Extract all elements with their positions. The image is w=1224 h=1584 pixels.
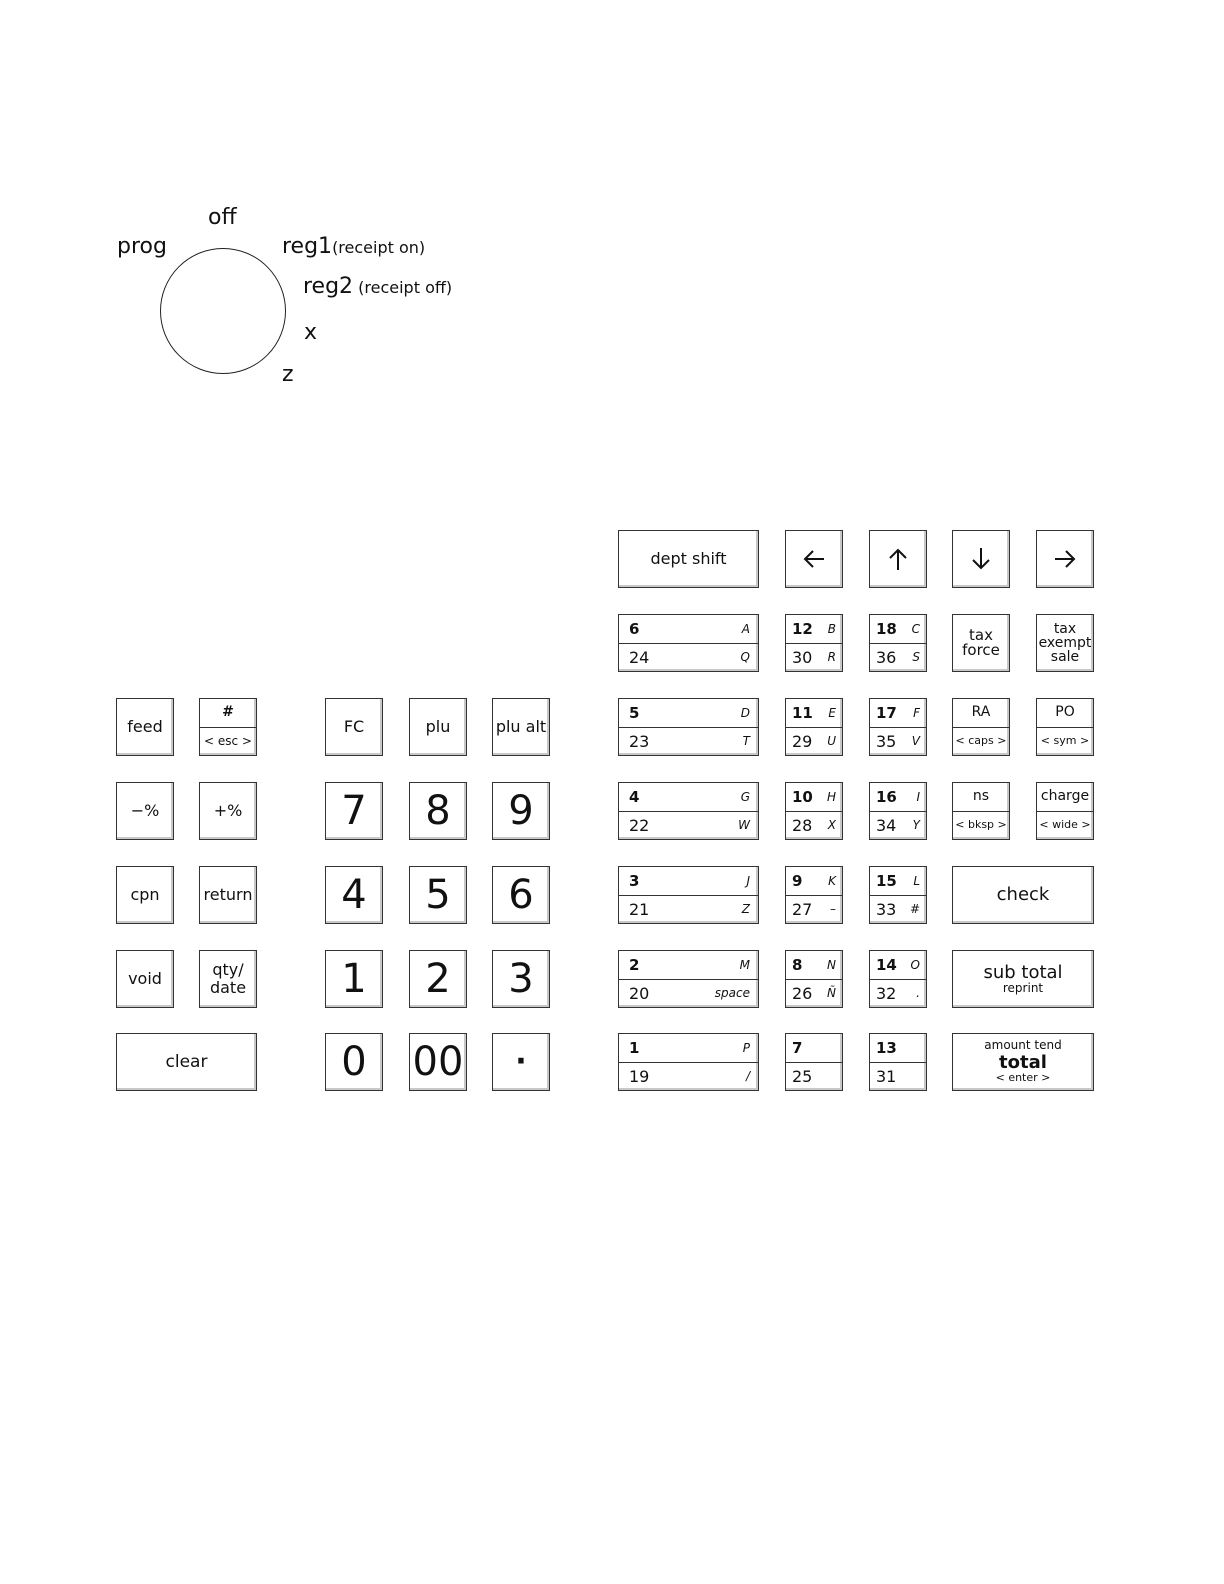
arrow-up-icon [884, 545, 912, 573]
decimal-point-key[interactable] [492, 1033, 550, 1091]
dept-top-number: 12 [792, 619, 813, 638]
dept-top-number: 6 [629, 619, 640, 638]
return-key[interactable] [199, 866, 257, 924]
tax-exempt-label-1: tax [1053, 621, 1077, 637]
dial-label-x: x [304, 320, 318, 345]
double-zero-key[interactable] [409, 1033, 467, 1091]
bksp-label: < bksp > [955, 818, 1007, 832]
dept-bottom-letter: space [714, 986, 750, 1001]
dept-bottom-letter: Q [740, 650, 750, 665]
dept-bottom-letter: T [742, 734, 750, 749]
void-label: void [128, 969, 162, 989]
feed-key-label: feed [127, 717, 163, 737]
dept-top-number: 13 [876, 1038, 897, 1057]
dept-bottom-number: 20 [629, 983, 650, 1003]
ra-caps-key[interactable] [952, 698, 1010, 756]
dept-bottom-number: 28 [792, 815, 813, 835]
dept-bottom-letter: U [827, 734, 836, 749]
qty-label: qty/ [212, 960, 244, 980]
dept-bottom-letter: – [830, 902, 836, 917]
dept-key-10-28[interactable] [785, 782, 843, 840]
dept-bottom-number: 24 [629, 647, 650, 667]
dept-top-number: 2 [629, 955, 640, 974]
dial-label-off: off [208, 205, 237, 230]
digit-2-key[interactable] [409, 950, 467, 1008]
dept-top-number: 7 [792, 1038, 803, 1057]
dept-top-letter: C [911, 621, 920, 636]
caps-label: < caps > [955, 734, 1007, 748]
charge-wide-key[interactable] [1036, 782, 1094, 840]
dept-key-8-26[interactable] [785, 950, 843, 1008]
fc-key[interactable] [325, 698, 383, 756]
digit-7-label: 7 [341, 788, 367, 834]
arrow-left-icon [800, 545, 828, 573]
digit-8-label: 8 [425, 788, 451, 834]
minus-percent-label: −% [130, 801, 160, 821]
dept-bottom-letter: / [745, 1069, 750, 1084]
dial-label-reg2: reg2 (receipt off) [303, 274, 453, 299]
double-zero-label: 00 [412, 1039, 464, 1085]
dept-bottom-letter: W [738, 818, 750, 833]
dept-top-letter: K [828, 873, 836, 888]
dept-bottom-number: 34 [876, 815, 897, 835]
tax-exempt-sale-key[interactable] [1036, 614, 1094, 672]
dept-key-9-27[interactable] [785, 866, 843, 924]
clear-key[interactable] [116, 1033, 257, 1091]
plus-percent-label: +% [213, 801, 243, 821]
dept-key-12-30[interactable] [785, 614, 843, 672]
wide-label: < wide > [1039, 818, 1091, 832]
dept-top-letter: M [739, 957, 750, 972]
clear-label: clear [165, 1051, 208, 1072]
dept-bottom-number: 35 [876, 731, 897, 751]
plu-alt-key[interactable] [492, 698, 550, 756]
dept-bottom-number: 26 [792, 983, 813, 1003]
arrow-down-icon [967, 545, 995, 573]
digit-5-key[interactable] [409, 866, 467, 924]
digit-6-key[interactable] [492, 866, 550, 924]
arrow-left-key[interactable] [785, 530, 843, 588]
hash-esc-key[interactable] [199, 698, 257, 756]
dept-top-number: 17 [876, 703, 897, 722]
fc-label: FC [343, 717, 365, 737]
dept-key-13-31[interactable] [869, 1033, 927, 1091]
dept-bottom-letter: Y [912, 818, 920, 833]
dept-bottom-number: 22 [629, 815, 650, 835]
esc-key-label: < esc > [204, 733, 252, 748]
dept-key-4-22[interactable] [618, 782, 759, 840]
dept-bottom-letter: . [916, 986, 920, 1001]
total-label: total [999, 1051, 1047, 1073]
dept-bottom-number: 29 [792, 731, 813, 751]
dept-shift-key[interactable] [618, 530, 759, 588]
dept-top-number: 15 [876, 871, 897, 890]
dept-top-letter: L [913, 873, 920, 888]
dept-bottom-number: 27 [792, 899, 813, 919]
dept-bottom-letter: Ñ [827, 986, 836, 1001]
dept-key-17-35[interactable] [869, 698, 927, 756]
dept-top-letter: D [740, 705, 750, 720]
dept-top-number: 18 [876, 619, 897, 638]
dept-key-15-33[interactable] [869, 866, 927, 924]
dept-top-number: 4 [629, 787, 640, 806]
digit-1-label: 1 [341, 956, 367, 1002]
tax-force-key[interactable] [952, 614, 1010, 672]
tax-exempt-label-2: exempt [1038, 635, 1092, 651]
arrow-up-key[interactable] [869, 530, 927, 588]
dept-top-letter: B [827, 621, 836, 636]
dept-top-number: 9 [792, 871, 803, 890]
dept-bottom-letter: X [827, 818, 836, 833]
dept-top-number: 11 [792, 703, 813, 722]
decimal-point-label: · [515, 1044, 527, 1079]
digit-7-key[interactable] [325, 782, 383, 840]
dept-top-number: 10 [792, 787, 813, 806]
digit-5-label: 5 [425, 872, 451, 918]
digit-1-key[interactable] [325, 950, 383, 1008]
dial-label-z: z [282, 362, 294, 387]
dept-bottom-number: 19 [629, 1066, 650, 1086]
enter-label: < enter > [995, 1071, 1051, 1085]
digit-0-key[interactable] [325, 1033, 383, 1091]
check-label: check [996, 884, 1050, 906]
dial-label-reg1: reg1(receipt on) [282, 234, 426, 259]
dept-bottom-letter: V [911, 734, 920, 749]
return-label: return [203, 885, 253, 905]
tax-exempt-label-3: sale [1050, 649, 1080, 665]
dept-bottom-number: 30 [792, 647, 813, 667]
dept-top-letter: G [740, 789, 750, 804]
digit-0-label: 0 [341, 1039, 367, 1085]
digit-2-label: 2 [425, 956, 451, 1002]
mode-dial[interactable] [160, 248, 286, 374]
dept-top-number: 3 [629, 871, 640, 890]
dept-bottom-number: 25 [792, 1066, 813, 1086]
ns-bksp-key[interactable] [952, 782, 1010, 840]
qty-date-key[interactable] [199, 950, 257, 1008]
dept-bottom-number: 33 [876, 899, 897, 919]
digit-8-key[interactable] [409, 782, 467, 840]
plus-percent-key[interactable] [199, 782, 257, 840]
dept-key-3-21[interactable] [618, 866, 759, 924]
ra-label: RA [971, 704, 991, 721]
dept-bottom-number: 23 [629, 731, 650, 751]
dept-top-letter: F [913, 705, 920, 720]
charge-label: charge [1040, 788, 1090, 805]
dept-top-number: 1 [629, 1038, 640, 1057]
plu-alt-label: plu alt [495, 717, 547, 737]
dept-top-number: 16 [876, 787, 897, 806]
total-key[interactable] [952, 1033, 1094, 1091]
tax-force-label-2: force [962, 641, 1000, 659]
po-sym-key[interactable] [1036, 698, 1094, 756]
reprint-label: reprint [1002, 981, 1044, 996]
dept-key-16-34[interactable] [869, 782, 927, 840]
dept-key-18-36[interactable] [869, 614, 927, 672]
dept-top-letter: N [827, 957, 836, 972]
dept-bottom-number: 36 [876, 647, 897, 667]
dept-shift-label: dept shift [650, 549, 727, 569]
amount-tend-label: amount tend [984, 1038, 1062, 1053]
ns-label: ns [972, 788, 990, 805]
dept-bottom-letter: # [909, 902, 920, 917]
tax-force-label-1: tax [969, 626, 993, 644]
minus-percent-key[interactable] [116, 782, 174, 840]
digit-4-label: 4 [341, 872, 367, 918]
dept-bottom-number: 21 [629, 899, 650, 919]
dept-key-7-25[interactable] [785, 1033, 843, 1091]
dept-top-letter: I [916, 789, 920, 804]
digit-9-key[interactable] [492, 782, 550, 840]
dept-key-11-29[interactable] [785, 698, 843, 756]
dept-top-letter: P [742, 1040, 750, 1055]
dial-label-prog: prog [117, 234, 167, 259]
date-label: date [209, 978, 247, 997]
dept-top-letter: E [828, 705, 836, 720]
arrow-down-key[interactable] [952, 530, 1010, 588]
dept-key-14-32[interactable] [869, 950, 927, 1008]
po-label: PO [1055, 704, 1075, 721]
check-key[interactable] [952, 866, 1094, 924]
dept-top-number: 8 [792, 955, 803, 974]
digit-3-key[interactable] [492, 950, 550, 1008]
dept-key-5-23[interactable] [618, 698, 759, 756]
digit-4-key[interactable] [325, 866, 383, 924]
dept-bottom-letter: S [912, 650, 920, 665]
plu-label: plu [425, 717, 451, 737]
digit-6-label: 6 [508, 872, 534, 918]
dept-bottom-letter: R [827, 650, 836, 665]
dept-top-letter: A [741, 621, 750, 636]
dept-top-letter: J [746, 873, 750, 888]
sub-total-label: sub total [983, 961, 1063, 983]
hash-key-label: # [222, 704, 234, 721]
plu-key[interactable] [409, 698, 467, 756]
dept-bottom-number: 32 [876, 983, 897, 1003]
digit-3-label: 3 [508, 956, 534, 1002]
void-key[interactable] [116, 950, 174, 1008]
dept-key-2-20[interactable] [618, 950, 759, 1008]
cpn-key[interactable] [116, 866, 174, 924]
dept-top-number: 5 [629, 703, 640, 722]
feed-key[interactable] [116, 698, 174, 756]
dept-top-letter: O [910, 957, 920, 972]
dept-key-6-24[interactable] [618, 614, 759, 672]
arrow-right-key[interactable] [1036, 530, 1094, 588]
sub-total-key[interactable] [952, 950, 1094, 1008]
dept-top-letter: H [826, 789, 836, 804]
sym-label: < sym > [1040, 734, 1090, 748]
cpn-label: cpn [130, 885, 160, 905]
arrow-right-icon [1051, 545, 1079, 573]
dept-key-1-19[interactable] [618, 1033, 759, 1091]
dept-top-number: 14 [876, 955, 897, 974]
dept-bottom-number: 31 [876, 1066, 897, 1086]
dept-bottom-letter: Z [741, 902, 750, 917]
digit-9-label: 9 [508, 788, 534, 834]
